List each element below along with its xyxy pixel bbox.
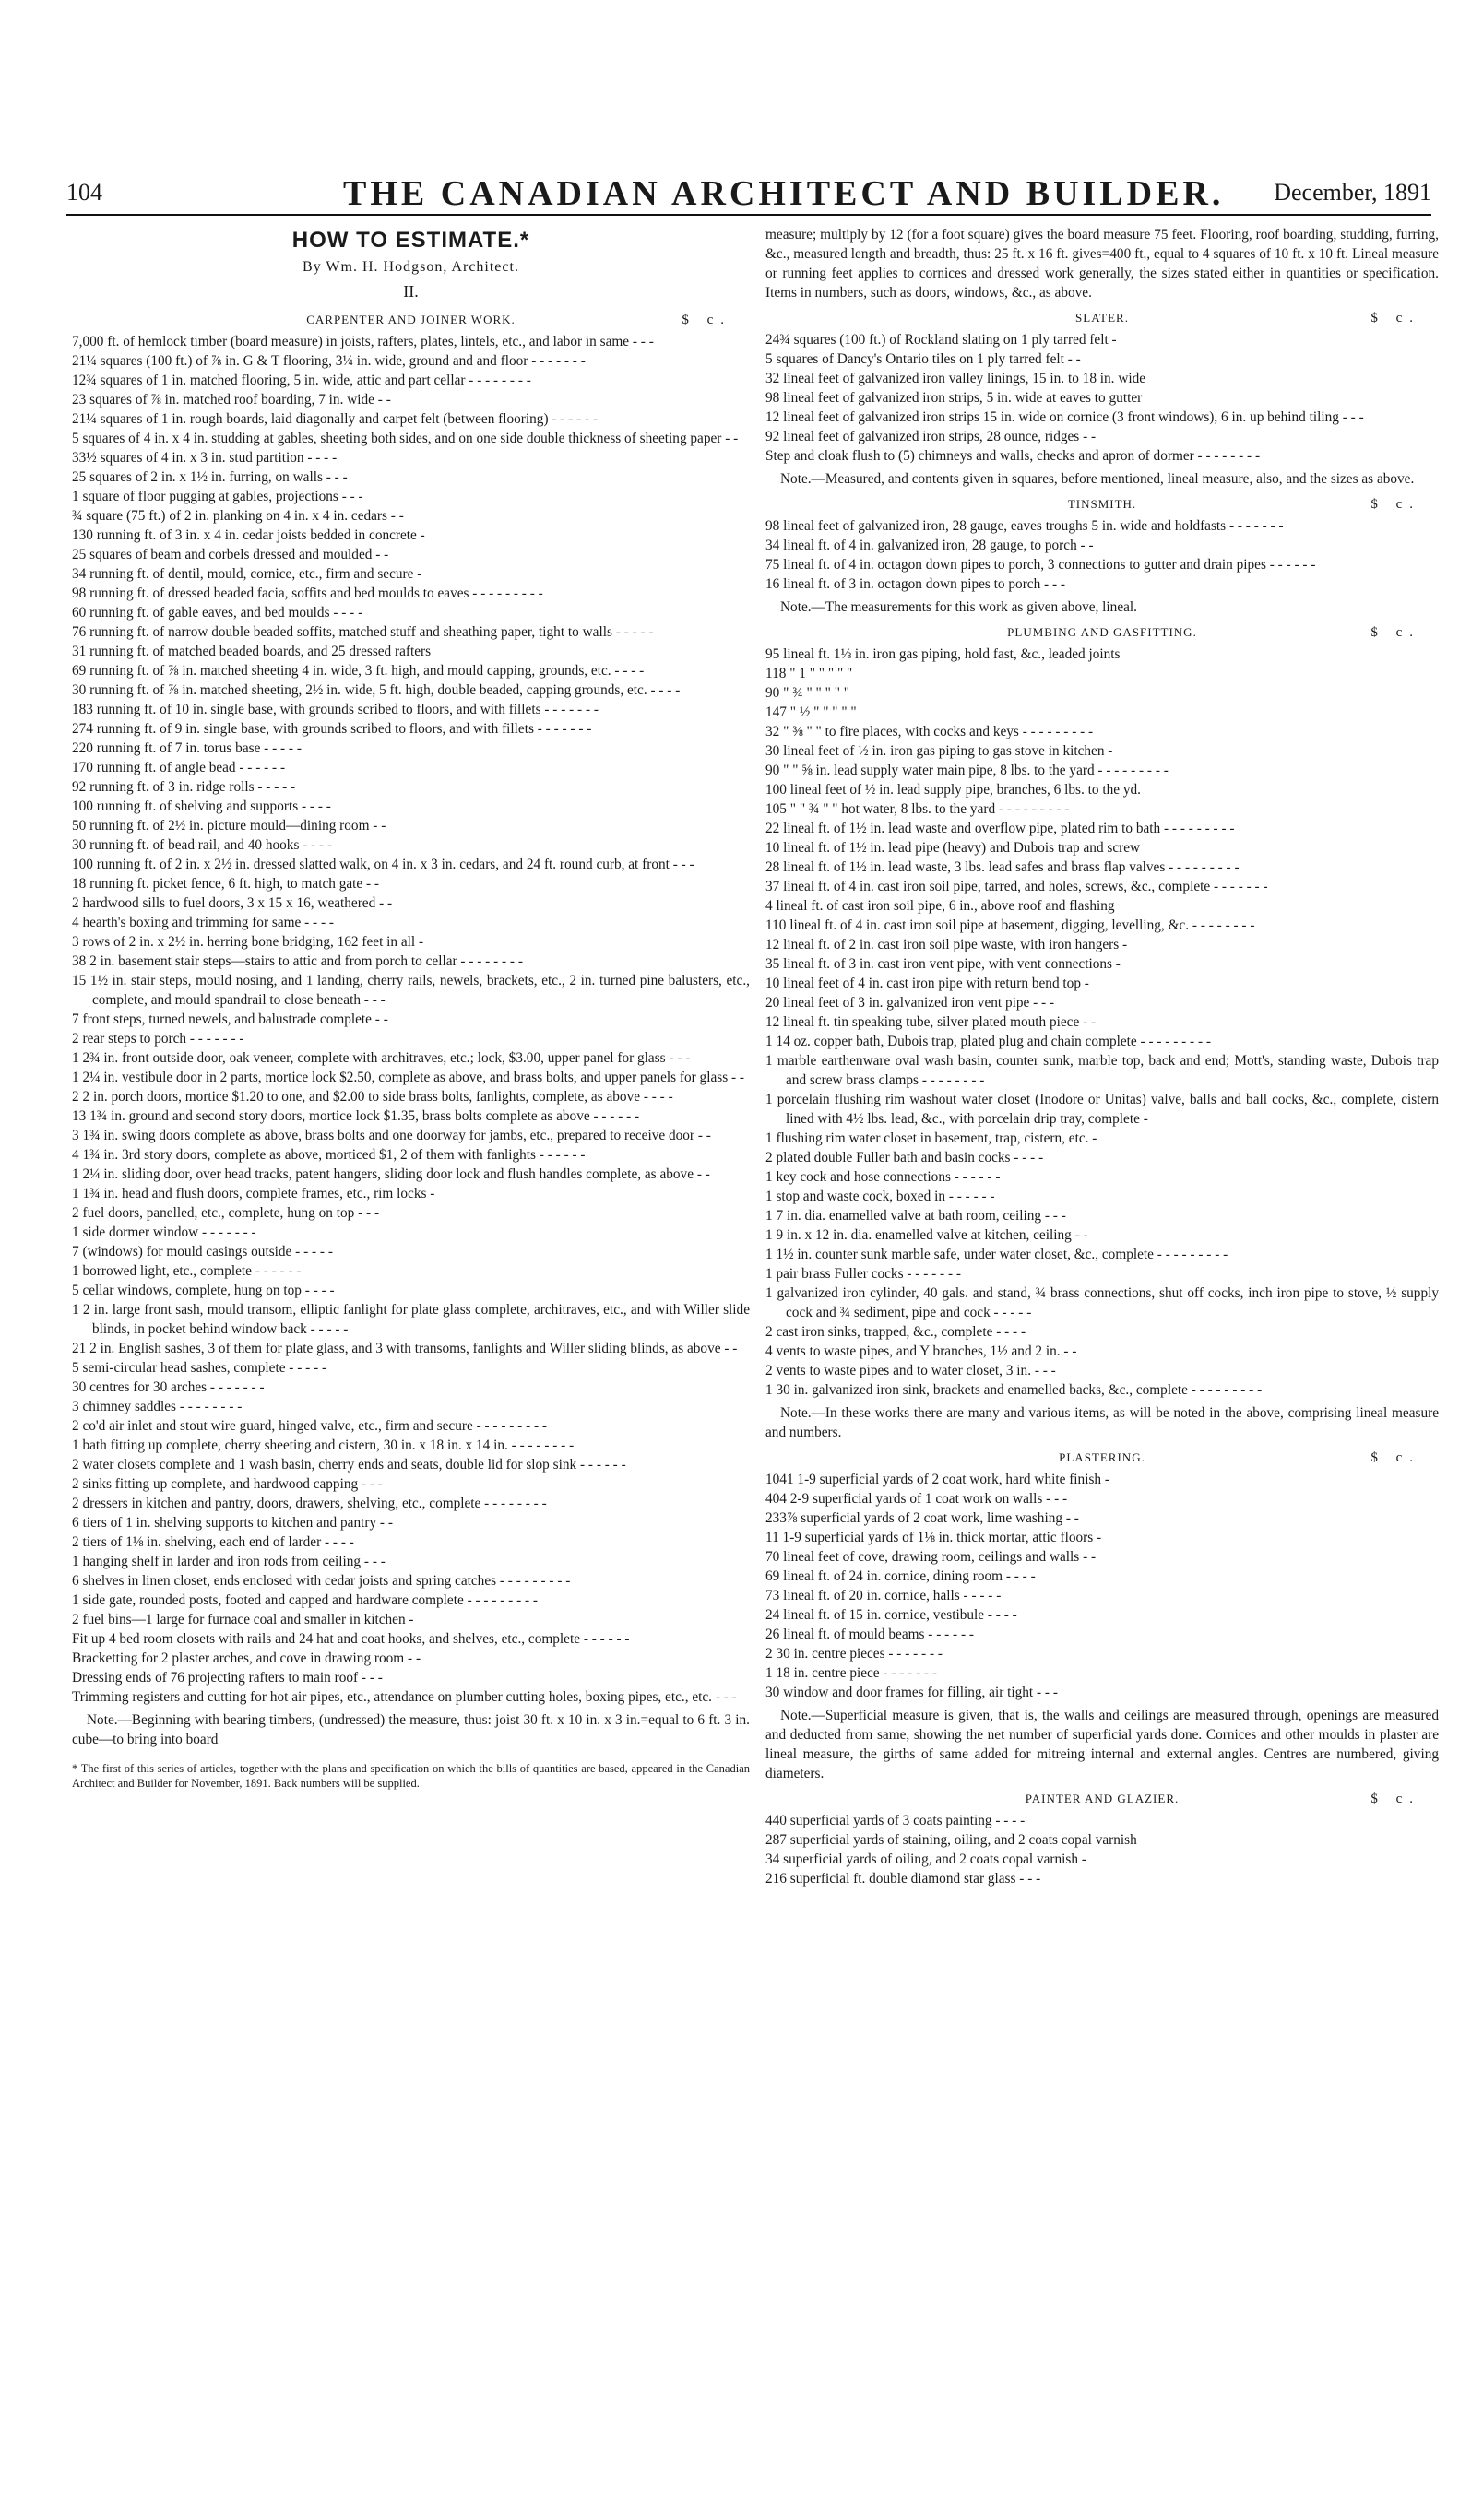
list-item: 34 superficial yards of oiling, and 2 coats copal varnish - <box>765 1852 1086 1867</box>
list-item: 2 vents to waste pipes and to water closet, 3 in. - - - <box>765 1363 1056 1378</box>
list-item: 73 lineal ft. of 20 in. cornice, halls - - - - - <box>765 1588 1002 1603</box>
section-title: TINSMITH. <box>1067 497 1137 511</box>
section-heading-plastering <box>765 1446 1439 1470</box>
plumbing-items <box>765 645 1439 1400</box>
list-item: 5 squares of 4 in. x 4 in. studding at gables, sheeting both sides, and on one side double thickness of sheeting paper - - <box>72 431 739 446</box>
list-item: 6 shelves in linen closet, ends enclosed with cedar joists and spring catches - - - - - - - - - <box>72 1573 571 1589</box>
list-item: 75 lineal ft. of 4 in. octagon down pipes to porch, 3 connections to gutter and drain pipes - - - - - - <box>765 557 1316 573</box>
carpenter-items <box>72 332 750 1707</box>
left-column <box>72 225 750 1791</box>
plastering-items <box>765 1470 1439 1702</box>
list-item: 1 bath fitting up complete, cherry sheeting and cistern, 30 in. x 18 in. x 14 in. - - - - - - - - <box>72 1437 575 1453</box>
list-item: 24¾ squares (100 ft.) of Rockland slating on 1 ply tarred felt - <box>765 332 1117 348</box>
list-item: 1 hanging shelf in larder and iron rods from ceiling - - - <box>72 1554 386 1569</box>
list-item: 7 front steps, turned newels, and balustrade complete - - <box>72 1012 388 1027</box>
section-heading-plumbing <box>765 621 1439 645</box>
list-item: 12 lineal ft. of 2 in. cast iron soil pipe waste, with iron hangers - <box>765 937 1128 952</box>
list-item: 69 lineal ft. of 24 in. cornice, dining room - - - - <box>765 1568 1036 1584</box>
plumbing-note: Note.—In these works there are many and various items, as will be noted in the above, comprising lineal measure and numbers. <box>765 1405 1439 1440</box>
carpenter-note: Note.—Beginning with bearing timbers, (undressed) the measure, thus: joist 30 ft. x 10 in. x 3 in.=equal to 6 ft. 3 in. cube—to bring into board <box>72 1712 750 1747</box>
list-item: 21 2 in. English sashes, 3 of them for plate glass, and 3 with transoms, fanlights and Willer sliding blinds, as above - - <box>72 1341 738 1356</box>
list-item: 4 vents to waste pipes, and Y branches, 1½ and 2 in. - - <box>765 1343 1077 1359</box>
list-item: 21¼ squares (100 ft.) of ⅞ in. G & T flooring, 3¼ in. wide, ground and and floor - - - - - - - <box>72 353 586 369</box>
list-item: 7 (windows) for mould casings outside - - - - - <box>72 1244 333 1260</box>
journal-title: THE CANADIAN ARCHITECT AND BUILDER. <box>343 174 1225 213</box>
list-item: 216 superficial ft. double diamond star glass - - - <box>765 1871 1041 1887</box>
list-item: 1 7 in. dia. enamelled valve at bath room, ceiling - - - <box>765 1208 1066 1224</box>
header-rule <box>66 214 1431 216</box>
list-item: 22 lineal ft. of 1½ in. lead waste and overflow pipe, plated rim to bath - - - - - - - - - <box>765 821 1235 836</box>
list-item: 100 lineal feet of ½ in. lead supply pipe, branches, 6 lbs. to the yd. <box>765 782 1141 798</box>
list-item: 10 lineal feet of 4 in. cast iron pipe with return bend top - <box>765 976 1089 991</box>
list-item: 34 running ft. of dentil, mould, cornice, etc., firm and secure - <box>72 566 422 582</box>
list-item: 69 running ft. of ⅞ in. matched sheeting 4 in. wide, 3 ft. high, and mould capping, grounds, etc. - - - - <box>72 663 645 679</box>
list-item: 110 lineal ft. of 4 in. cast iron soil pipe at basement, digging, levelling, &c. - - - - - - - - <box>765 917 1255 933</box>
list-item: 25 squares of beam and corbels dressed and moulded - - <box>72 547 389 562</box>
money-column-header: $ c. <box>1370 625 1420 640</box>
list-item: 1 1½ in. counter sunk marble safe, under water closet, &c., complete - - - - - - - - - <box>765 1247 1228 1262</box>
section-heading-slater <box>765 306 1439 330</box>
page-number: 104 <box>66 179 102 206</box>
list-item: Bracketting for 2 plaster arches, and cove in drawing room - - <box>72 1650 421 1666</box>
list-item: 4 lineal ft. of cast iron soil pipe, 6 in., above roof and flashing <box>765 898 1115 914</box>
list-item: 30 centres for 30 arches - - - - - - - <box>72 1379 265 1395</box>
list-item: 32 lineal feet of galvanized iron valley linings, 15 in. to 18 in. wide <box>765 371 1146 386</box>
list-item: 4 hearth's boxing and trimming for same - - - - <box>72 915 334 930</box>
list-item: 33½ squares of 4 in. x 3 in. stud partition - - - - <box>72 450 338 466</box>
list-item: 30 lineal feet of ½ in. iron gas piping to gas stove in kitchen - <box>765 743 1113 759</box>
list-item: 170 running ft. of angle bead - - - - - - <box>72 760 286 775</box>
list-item: 1 flushing rim water closet in basement, trap, cistern, etc. - <box>765 1130 1097 1146</box>
list-item: 90 " " ⅝ in. lead supply water main pipe, 8 lbs. to the yard - - - - - - - - - <box>765 763 1169 778</box>
section-title: PLASTERING. <box>1059 1450 1145 1464</box>
list-item: 1041 1-9 superficial yards of 2 coat work, hard white finish - <box>765 1472 1109 1487</box>
list-item: 2 fuel bins—1 large for furnace coal and smaller in kitchen - <box>72 1612 414 1627</box>
tinsmith-items <box>765 516 1439 594</box>
list-item: Fit up 4 bed room closets with rails and 24 hat and coat hooks, and shelves, etc., complete - - - - - - <box>72 1631 630 1647</box>
list-item: 12¾ squares of 1 in. matched flooring, 5 in. wide, attic and part cellar - - - - - - - - <box>72 373 531 388</box>
list-item: 90 " ¾ " " " " " <box>765 685 850 701</box>
slater-note: Note.—Measured, and contents given in squares, before mentioned, lineal measure, also, and the sizes as above. <box>780 471 1415 487</box>
list-item: 2 rear steps to porch - - - - - - - <box>72 1031 244 1047</box>
list-item: 20 lineal feet of 3 in. galvanized iron vent pipe - - - <box>765 995 1055 1011</box>
list-item: 1 key cock and hose connections - - - - - - <box>765 1169 1001 1185</box>
list-item: 2 plated double Fuller bath and basin cocks - - - - <box>765 1150 1044 1165</box>
list-item: Step and cloak flush to (5) chimneys and walls, checks and apron of dormer - - - - - - - - <box>765 448 1261 464</box>
list-item: 11 1-9 superficial yards of 1⅛ in. thick mortar, attic floors - <box>765 1530 1102 1545</box>
list-item: 2 30 in. centre pieces - - - - - - - <box>765 1646 943 1662</box>
list-item: 98 lineal feet of galvanized iron strips, 5 in. wide at eaves to gutter <box>765 390 1143 406</box>
list-item: 1 2¼ in. sliding door, over head tracks, patent hangers, sliding door lock and flush handles complete, as above - - <box>72 1166 710 1182</box>
section-title: PAINTER AND GLAZIER. <box>1025 1792 1180 1805</box>
list-item: 2 dressers in kitchen and pantry, doors, drawers, shelving, etc., complete - - - - - - - - <box>72 1496 547 1511</box>
list-item: 31 running ft. of matched beaded boards, and 25 dressed rafters <box>72 644 432 659</box>
money-column-header: $ c. <box>1370 497 1420 512</box>
list-item: 95 lineal ft. 1⅛ in. iron gas piping, hold fast, &c., leaded joints <box>765 646 1121 662</box>
list-item: 92 running ft. of 3 in. ridge rolls - - - - - <box>72 779 296 795</box>
list-item: 1 stop and waste cock, boxed in - - - - - - <box>765 1189 995 1204</box>
list-item: 147 " ½ " " " " " <box>765 704 857 720</box>
section-title: PLUMBING AND GASFITTING. <box>1007 625 1197 639</box>
list-item: 1 14 oz. copper bath, Dubois trap, plated plug and chain complete - - - - - - - - - <box>765 1034 1211 1049</box>
list-item: 3 1¾ in. swing doors complete as above, brass bolts and one doorway for jambs, etc., prepared to receive door - - <box>72 1128 711 1143</box>
list-item: 70 lineal feet of cove, drawing room, ceilings and walls - - <box>765 1549 1097 1565</box>
list-item: 34 lineal ft. of 4 in. galvanized iron, 28 gauge, to porch - - <box>765 538 1094 553</box>
list-item: 23 squares of ⅞ in. matched roof boarding, 7 in. wide - - <box>72 392 391 408</box>
list-item: 10 lineal ft. of 1½ in. lead pipe (heavy) and Dubois trap and screw <box>765 840 1141 856</box>
list-item: 26 lineal ft. of mould beams - - - - - - <box>765 1627 974 1642</box>
article-part: II. <box>403 282 419 301</box>
footnote: * The first of this series of articles, together with the plans and specification on which the bills of quantities are based, appeared in the Canadian Architect and Builder for November, 1891. Back numbers will be supplied. <box>72 1762 750 1790</box>
right-column <box>765 225 1439 1888</box>
list-item: 30 running ft. of ⅞ in. matched sheeting, 2½ in. wide, 5 ft. high, double beaded, capping grounds, etc. - - - - <box>72 682 681 698</box>
money-column-header: $ c. <box>1370 1450 1420 1465</box>
list-item: 2 hardwood sills to fuel doors, 3 x 15 x 16, weathered - - <box>72 895 393 911</box>
section-title: SLATER. <box>1075 311 1129 325</box>
list-item: Dressing ends of 76 projecting rafters to main roof - - - <box>72 1670 383 1686</box>
list-item: 440 superficial yards of 3 coats painting - - - - <box>765 1813 1026 1828</box>
tinsmith-note: Note.—The measurements for this work as given above, lineal. <box>780 599 1137 615</box>
list-item: 1 marble earthenware oval wash basin, counter sunk, marble top, back and end; Mott's, standing waste, Dubois trap and screw brass clamps - - - - - - - - <box>765 1053 1439 1088</box>
list-item: 98 lineal feet of galvanized iron, 28 gauge, eaves troughs 5 in. wide and holdfasts - - - - - - - <box>765 518 1284 534</box>
section-heading-tinsmith <box>765 492 1439 516</box>
list-item: 5 squares of Dancy's Ontario tiles on 1 ply tarred felt - - <box>765 351 1081 367</box>
list-item: 3 chimney saddles - - - - - - - - <box>72 1399 243 1414</box>
list-item: 1 side dormer window - - - - - - - <box>72 1225 256 1240</box>
list-item: 15 1½ in. stair steps, mould nosing, and 1 landing, cherry rails, newels, brackets, etc., 2 in. turned pine balusters, etc., complete, and mould spandrail to close beneath - - - <box>72 973 750 1008</box>
list-item: 21¼ squares of 1 in. rough boards, laid diagonally and carpet felt (between flooring) - - - - - - <box>72 411 599 427</box>
painter-items <box>765 1811 1439 1888</box>
list-item: 30 window and door frames for filling, air tight - - - <box>765 1685 1058 1700</box>
plastering-note: Note.—Superficial measure is given, that is, the walls and ceilings are measured through, openings are measured and deducted from same, showing the net number of superficial yards done. Cornices and other moulds in plaster are lineal measure, the girths of same added for mitreing internal and external angles. Centres are numbered, giving diameters. <box>765 1708 1439 1781</box>
list-item: 30 running ft. of bead rail, and 40 hooks - - - - <box>72 837 333 853</box>
section-heading-painter <box>765 1787 1439 1811</box>
list-item: 2 2 in. porch doors, mortice $1.20 to one, and $2.00 to side brass bolts, fanlights, complete, as above - - - - <box>72 1089 673 1105</box>
list-item: 183 running ft. of 10 in. single base, with grounds scribed to floors, and with fillets - - - - - - - <box>72 702 599 717</box>
list-item: 1 square of floor pugging at gables, projections - - - <box>72 489 363 504</box>
list-item: 60 running ft. of gable eaves, and bed moulds - - - - <box>72 605 363 621</box>
list-item: 1 side gate, rounded posts, footed and capped and hardware complete - - - - - - - - - <box>72 1592 539 1608</box>
list-item: 2 cast iron sinks, trapped, &c., complete - - - - <box>765 1324 1026 1340</box>
list-item: 118 " 1 " " " " " <box>765 666 853 681</box>
list-item: 2 co'd air inlet and stout wire guard, hinged valve, etc., firm and secure - - - - - - - - - <box>72 1418 548 1434</box>
list-item: 92 lineal feet of galvanized iron strips, 28 ounce, ridges - - <box>765 429 1097 444</box>
list-item: 1 galvanized iron cylinder, 40 gals. and stand, ¾ brass connections, shut off cocks, inch iron pipe to stove, ½ supply cock and ¾ sediment, pipe and cock - - - - - <box>765 1285 1439 1320</box>
list-item: 3 rows of 2 in. x 2½ in. herring bone bridging, 162 feet in all - <box>72 934 424 950</box>
list-item: 18 running ft. picket fence, 6 ft. high, to match gate - - <box>72 876 380 892</box>
list-item: 12 lineal feet of galvanized iron strips 15 in. wide on cornice (3 front windows), 6 in. up behind tiling - - - <box>765 409 1364 425</box>
list-item: 130 running ft. of 3 in. x 4 in. cedar joists bedded in concrete - <box>72 527 425 543</box>
article-byline: By Wm. H. Hodgson, Architect. <box>303 259 519 275</box>
list-item: 28 lineal ft. of 1½ in. lead waste, 3 lbs. lead safes and brass flap valves - - - - - - - - - <box>765 859 1240 875</box>
list-item: 2 fuel doors, panelled, etc., complete, hung on top - - - <box>72 1205 380 1221</box>
list-item: 1 pair brass Fuller cocks - - - - - - - <box>765 1266 961 1282</box>
section-heading-carpenter <box>72 308 750 332</box>
list-item: 1 30 in. galvanized iron sink, brackets and enamelled backs, &c., complete - - - - - - - - - <box>765 1382 1263 1398</box>
list-item: 35 lineal ft. of 3 in. cast iron vent pipe, with vent connections - <box>765 956 1121 972</box>
list-item: 7,000 ft. of hemlock timber (board measure) in joists, rafters, plates, lintels, etc., and labor in same - - - <box>72 334 654 349</box>
list-item: 233⅞ superficial yards of 2 coat work, lime washing - - <box>765 1510 1079 1526</box>
list-item: ¾ square (75 ft.) of 2 in. planking on 4 in. x 4 in. cedars - - <box>72 508 404 524</box>
section-title: CARPENTER AND JOINER WORK. <box>306 313 516 326</box>
list-item: 38 2 in. basement stair steps—stairs to attic and from porch to cellar - - - - - - - - <box>72 953 523 969</box>
list-item: 12 lineal ft. tin speaking tube, silver plated mouth piece - - <box>765 1014 1097 1030</box>
list-item: 6 tiers of 1 in. shelving supports to kitchen and pantry - - <box>72 1515 393 1531</box>
list-item: 25 squares of 2 in. x 1½ in. furring, on walls - - - <box>72 469 348 485</box>
list-item: 2 tiers of 1⅛ in. shelving, each end of larder - - - - <box>72 1534 354 1550</box>
list-item: 50 running ft. of 2½ in. picture mould—dining room - - <box>72 818 386 834</box>
list-item: 24 lineal ft. of 15 in. cornice, vestibule - - - - <box>765 1607 1017 1623</box>
list-item: 32 " ⅜ " " to fire places, with cocks and keys - - - - - - - - - <box>765 724 1094 739</box>
list-item: 4 1¾ in. 3rd story doors, complete as above, morticed $1, 2 of them with fanlights - - - - - - <box>72 1147 586 1163</box>
list-item: 105 " " ¾ " " hot water, 8 lbs. to the yard - - - - - - - - - <box>765 801 1070 817</box>
page-header <box>66 173 1431 213</box>
list-item: 37 lineal ft. of 4 in. cast iron soil pipe, tarred, and holes, screws, &c., complete - - - - - - - <box>765 879 1268 894</box>
list-item: 98 running ft. of dressed beaded facia, soffits and bed moulds to eaves - - - - - - - - - <box>72 586 543 601</box>
list-item: 16 lineal ft. of 3 in. octagon down pipes to porch - - - <box>765 576 1065 592</box>
list-item: 5 semi-circular head sashes, complete - - - - - <box>72 1360 327 1376</box>
list-item: 1 1¾ in. head and flush doors, complete frames, etc., rim locks - <box>72 1186 435 1201</box>
list-item: 1 2¼ in. vestibule door in 2 parts, mortice lock $2.50, complete as above, and brass bolts, and upper panels for glass - - <box>72 1070 744 1085</box>
list-item: 404 2-9 superficial yards of 1 coat work on walls - - - <box>765 1491 1068 1507</box>
list-item: 274 running ft. of 9 in. single base, with grounds scribed to floors, and with fillets - - - - - - - <box>72 721 592 737</box>
list-item: 1 18 in. centre piece - - - - - - - <box>765 1665 938 1681</box>
list-item: 5 cellar windows, complete, hung on top - - - - <box>72 1283 335 1298</box>
money-column-header: $ c. <box>682 313 731 327</box>
money-column-header: $ c. <box>1370 311 1420 325</box>
list-item: 1 2¾ in. front outside door, oak veneer, complete with architraves, etc.; lock, $3.00, upper panel for glass - - - <box>72 1050 691 1066</box>
issue-date: December, 1891 <box>1274 179 1431 206</box>
list-item: Trimming registers and cutting for hot air pipes, etc., attendance on plumber cutting holes, boxing pipes, etc., etc. - - - <box>72 1689 737 1705</box>
list-item: 287 superficial yards of staining, oiling, and 2 coats copal varnish <box>765 1832 1137 1848</box>
list-item: 100 running ft. of 2 in. x 2½ in. dressed slatted walk, on 4 in. x 3 in. cedars, and 24 ft. round curb, at front - - - <box>72 857 694 872</box>
article-title: HOW TO ESTIMATE.* <box>291 228 530 253</box>
list-item: 1 borrowed light, etc., complete - - - - - - <box>72 1263 302 1279</box>
list-item: 1 2 in. large front sash, mould transom, elliptic fanlight for plate glass complete, architraves, etc., and with Willer slide blinds, in pocket behind window back - - - - - <box>72 1302 750 1337</box>
slater-items <box>765 330 1439 466</box>
list-item: 2 sinks fitting up complete, and hardwood capping - - - <box>72 1476 383 1492</box>
money-column-header: $ c. <box>1370 1792 1420 1806</box>
list-item: 1 9 in. x 12 in. dia. enamelled valve at kitchen, ceiling - - <box>765 1227 1088 1243</box>
list-item: 76 running ft. of narrow double beaded soffits, matched stuff and sheathing paper, tight to walls - - - - - <box>72 624 654 640</box>
list-item: 220 running ft. of 7 in. torus base - - - - - <box>72 740 302 756</box>
list-item: 1 porcelain flushing rim washout water closet (Inodore or Unitas) valve, balls and ball cocks, &c., complete, cistern lined with 4½ lbs. lead, &c., with porcelain drip tray, complete - <box>765 1092 1439 1127</box>
measure-intro: measure; multiply by 12 (for a foot square) gives the board measure 75 feet. Flooring, roof boarding, studding, furring, &c., measured length and breadth, thus: 25 ft. x 16 ft. gives=400 ft., equal to 4 squares of 10 ft. x 10 ft. Lineal measure or running feet applies to cornices and dressed work generally, the sizes stated either in quantities or specification. Items in numbers, such as doors, windows, &c., as above. <box>765 227 1439 301</box>
list-item: 100 running ft. of shelving and supports - - - - <box>72 799 331 814</box>
list-item: 13 1¾ in. ground and second story doors, mortice lock $1.35, brass bolts complete as above - - - - - - <box>72 1108 640 1124</box>
list-item: 2 water closets complete and 1 wash basin, cherry ends and seats, double lid for slop sink - - - - - - <box>72 1457 626 1473</box>
